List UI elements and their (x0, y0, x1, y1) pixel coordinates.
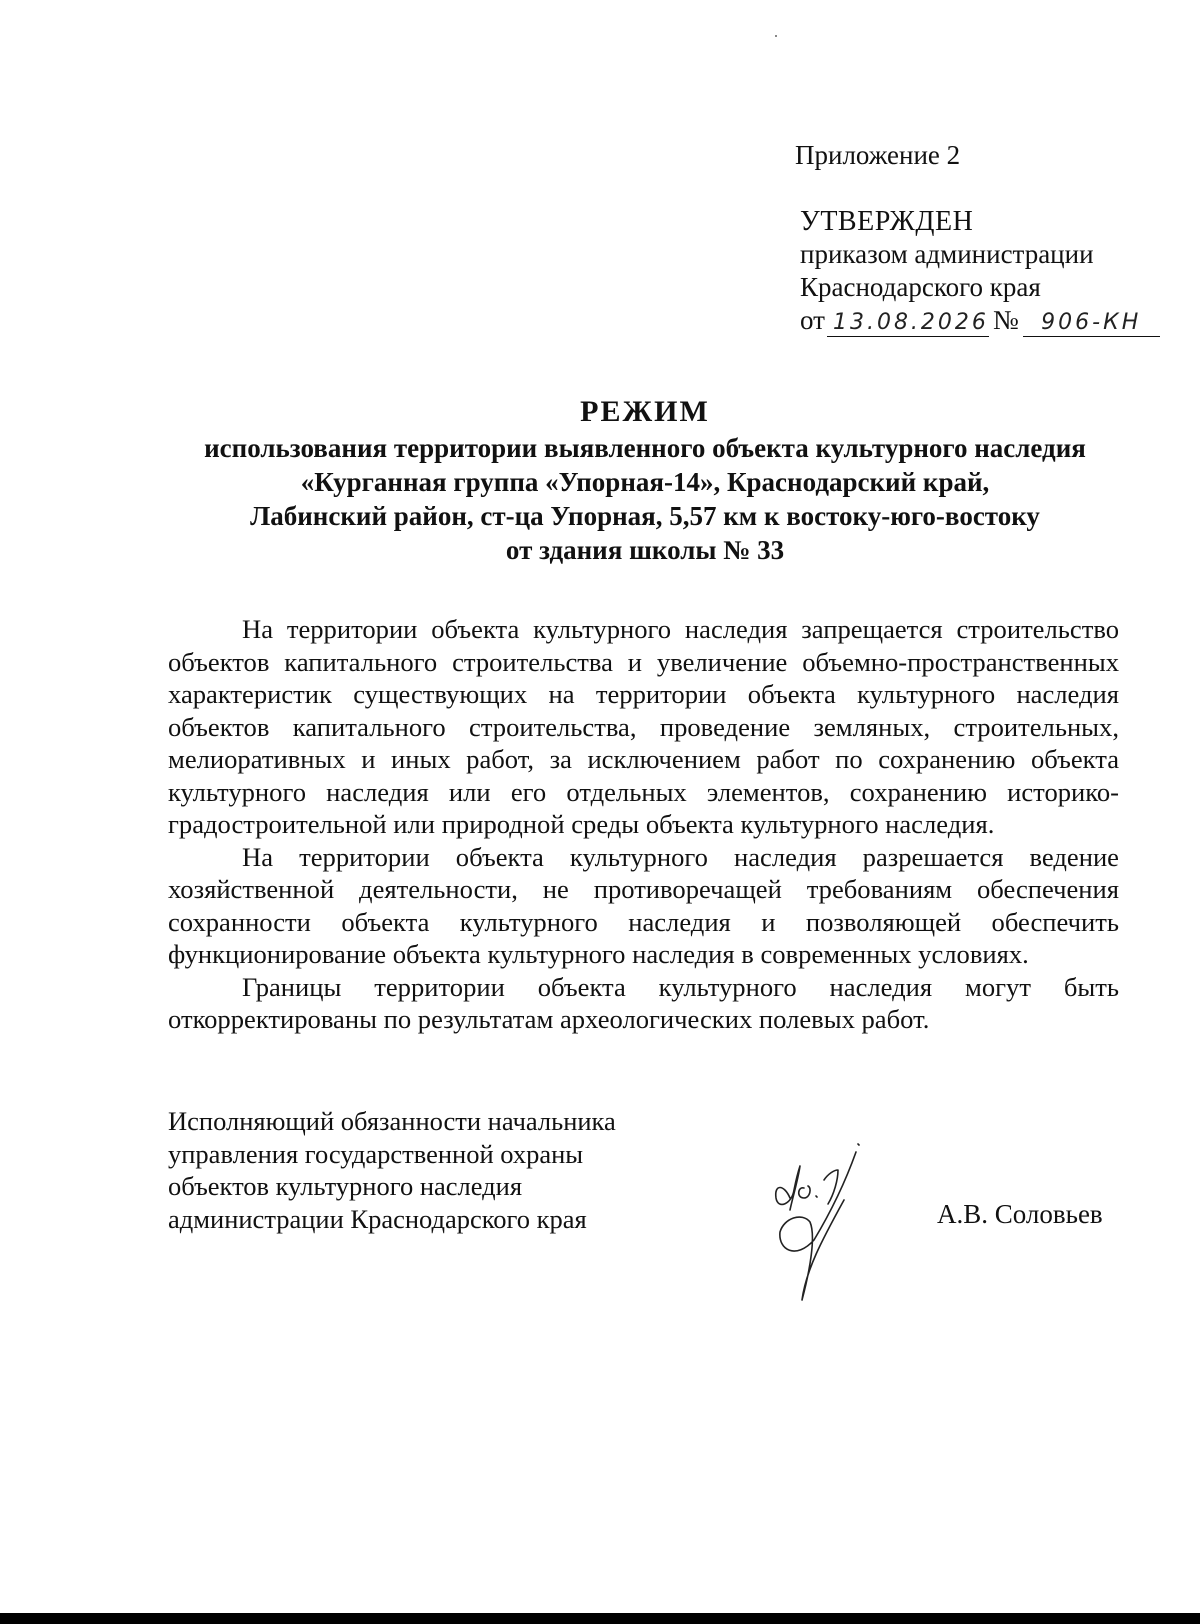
handwritten-date: 13.08.2026 (827, 310, 989, 337)
position-line-2: управления государственной охраны (168, 1138, 584, 1169)
approval-stamp-block (800, 205, 1160, 337)
appendix-label: Приложение 2 (795, 140, 961, 170)
title-line-3: Лабинский район, ст-ца Упорная, 5,57 км к востоку-юго-востоку (250, 501, 1040, 531)
position-line-4: администрации Краснодарского края (168, 1203, 587, 1234)
title-line-4: от здания школы № 33 (505, 535, 785, 565)
approved-heading: УТВЕРЖДЕН (800, 206, 974, 237)
document-body (168, 613, 1119, 1036)
document-title (150, 395, 1140, 567)
body-paragraph-1: На территории объекта культурного наследия запрещается строительство объектов капитального строительства и увеличение объемно-пространственных характеристик существующих на территории объекта культурного наследия объектов капитального строительства, проведение земляных, строительных, мелиоративных и иных работ, за исключением работ по сохранению объекта культурного наследия или его отдельных элементов, сохранению историко-градостроительной или природной среды объекта культурного наследия. (168, 614, 1119, 839)
position-line-3: объектов культурного наследия (168, 1171, 523, 1201)
position-line-1: Исполняющий обязанности начальника (168, 1106, 616, 1136)
approved-by-line-2: Краснодарского края (800, 272, 1041, 302)
body-paragraph-2: На территории объекта культурного наследия разрешается ведение хозяйственной деятельности, не противоречащей требованиям обеспечения сохранности объекта культурного наследия и позволяющей обеспечить функционирование объекта культурного наследия в современных условиях. (168, 841, 1119, 969)
title-line-2: «Курганная группа «Упорная-14», Краснодарский край, (300, 467, 990, 497)
body-paragraph-3: Границы территории объекта культурного наследия могут быть откорректированы по результатам археологических полевых работ. (168, 971, 1119, 1034)
signer-name: А.В. Соловьев (937, 1199, 1103, 1229)
handwritten-order-number: 906-КН (1023, 310, 1160, 337)
handwritten-signature (762, 1140, 902, 1310)
signatory-position (168, 1105, 616, 1235)
title-line-1: использования территории выявленного объекта культурного наследия (204, 433, 1086, 463)
date-prefix: от (800, 305, 825, 335)
order-date-number-line (800, 304, 1160, 337)
scan-artifact (775, 35, 777, 37)
number-prefix: № (992, 305, 1019, 335)
scan-bottom-edge (0, 1613, 1200, 1624)
title-main: РЕЖИМ (580, 395, 710, 428)
approved-by-line-1: приказом администрации (800, 239, 1094, 269)
